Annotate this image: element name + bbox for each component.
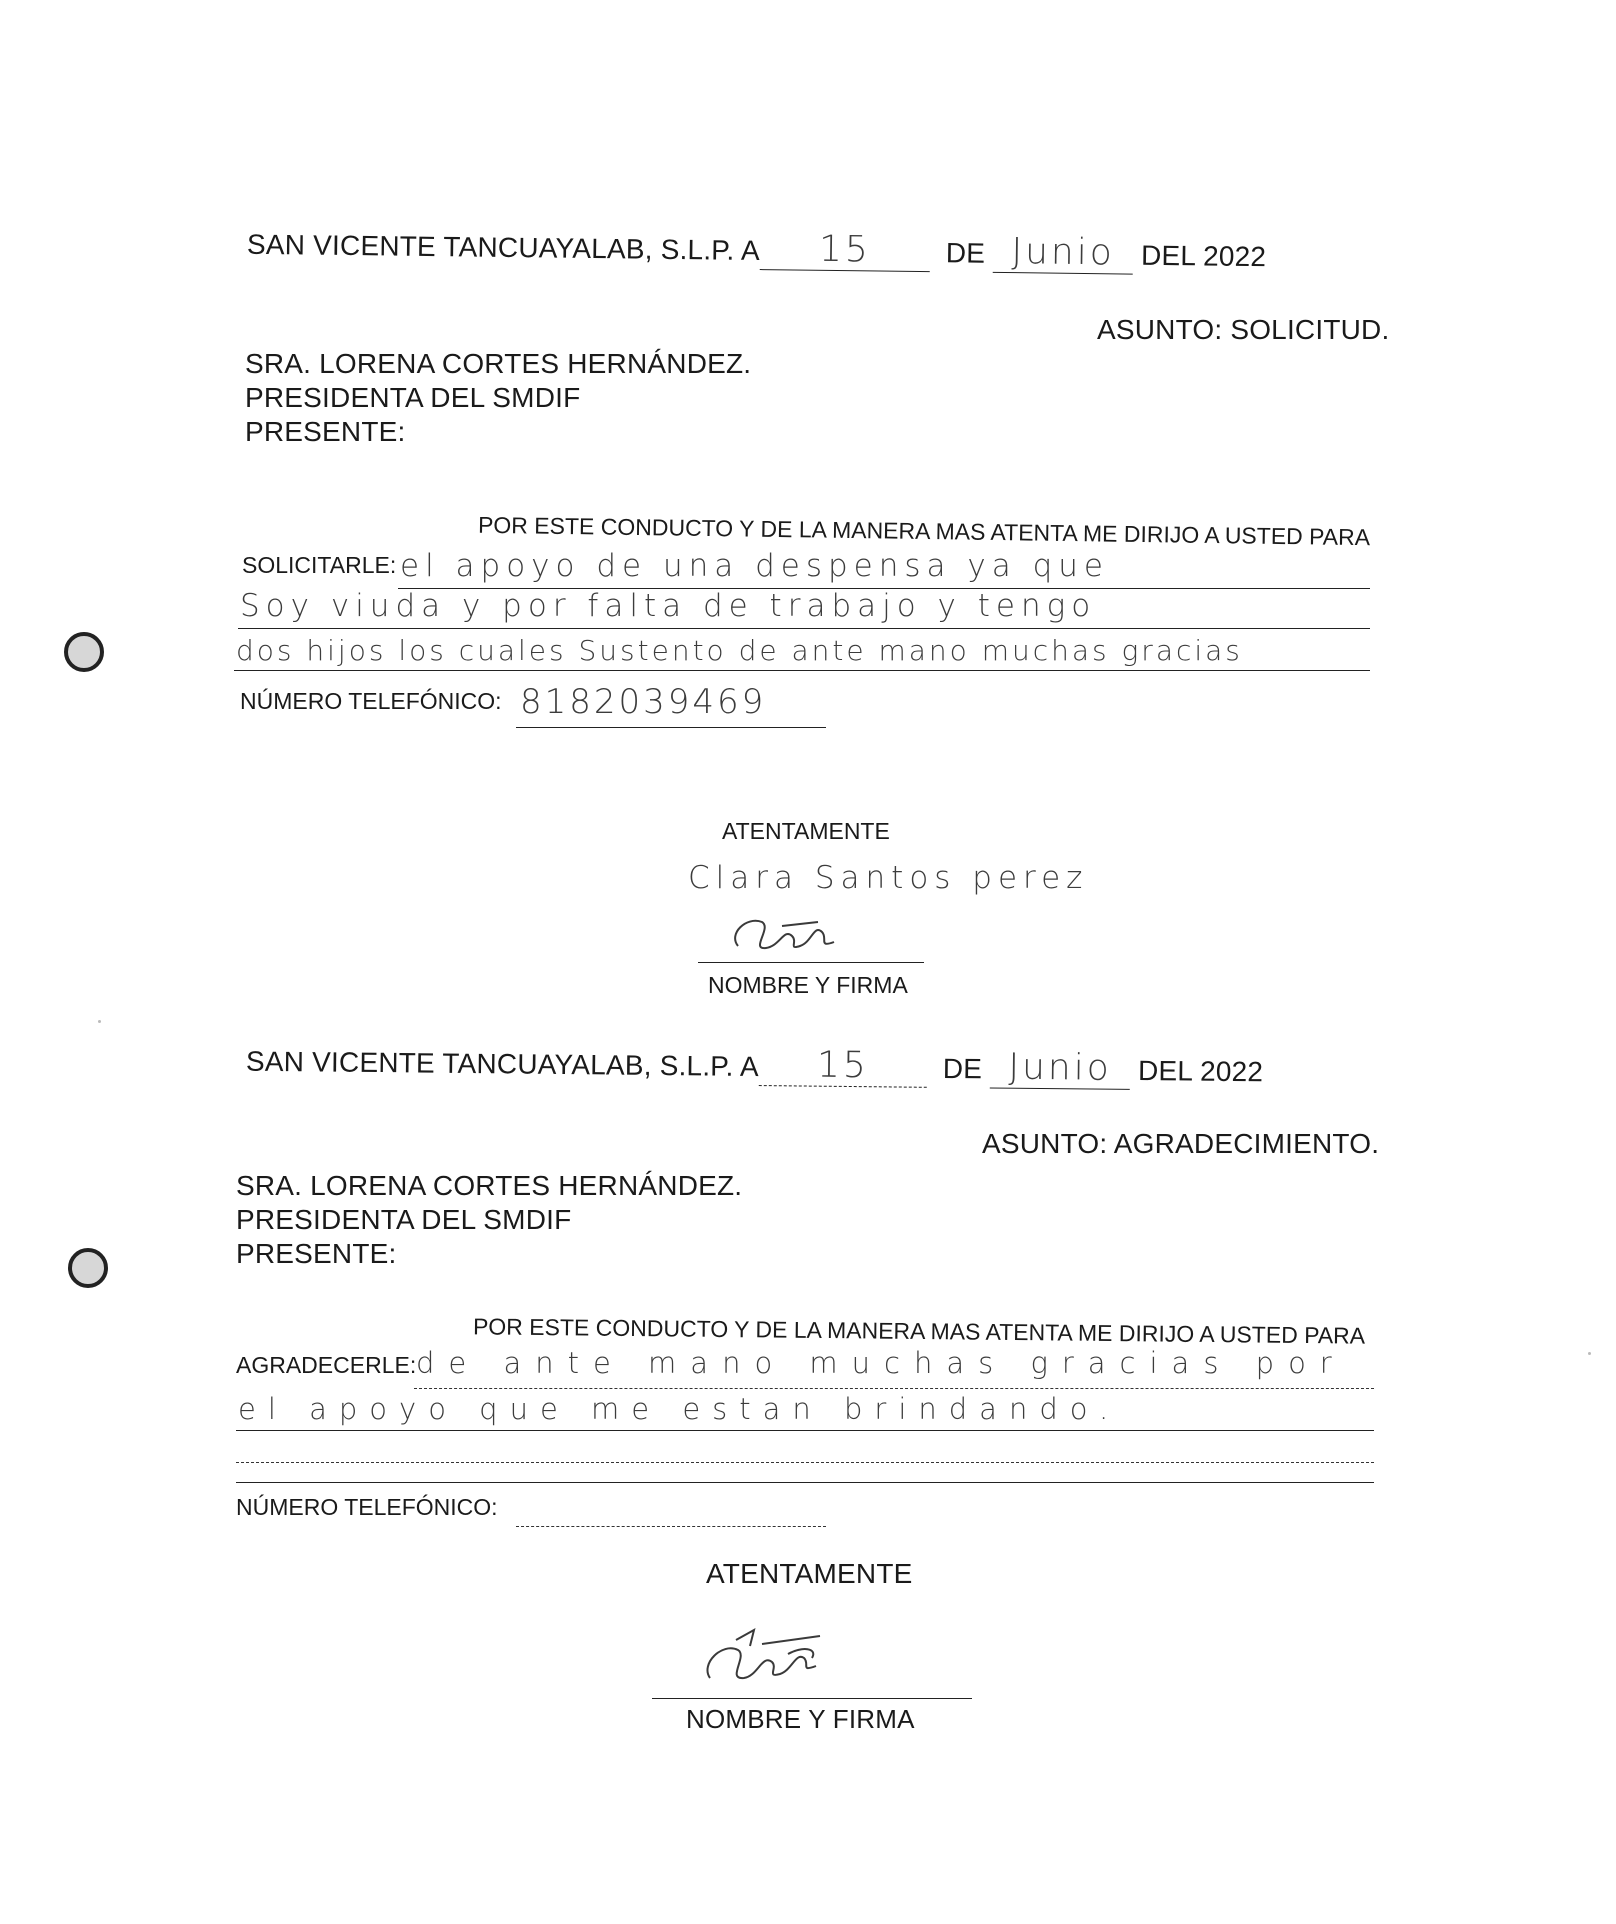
recipient-name-2: SRA. LORENA CORTES HERNÁNDEZ. [236, 1170, 743, 1201]
body-rule-2-3 [236, 1462, 1374, 1463]
handwritten-name: Clara Santos perez [688, 860, 1089, 896]
body-line-2: Soy viuda y por falta de trabajo y tengo [240, 588, 1097, 624]
signature-2 [692, 1624, 842, 1700]
body-rule-2-1 [414, 1388, 1374, 1389]
de-label: DE [945, 237, 986, 269]
intro-text: POR ESTE CONDUCTO Y DE LA MANERA MAS ATENTA ME DIRIJO A USTED PARA [477, 511, 1371, 551]
body-line-2-2: el apoyo que me estan brindando. [238, 1392, 1121, 1426]
body-line-3: dos hijos los cuales Sustento de ante mano muchas gracias [236, 634, 1243, 667]
year-label-2: DEL 2022 [1137, 1055, 1264, 1088]
phone-value: 8182039469 [520, 682, 767, 722]
punch-hole-bottom [68, 1248, 108, 1288]
recipient-title: PRESIDENTA DEL SMDIF [245, 382, 581, 413]
closing-2: ATENTAMENTE [706, 1558, 913, 1589]
date-line-2 [246, 1039, 1264, 1092]
de-label-2: DE [942, 1052, 983, 1085]
punch-hole-top [64, 632, 104, 672]
recipient-title-2: PRESIDENTA DEL SMDIF [236, 1204, 572, 1235]
place-prefix: SAN VICENTE TANCUAYALAB, S.L.P. A [246, 228, 761, 267]
place-prefix-2: SAN VICENTE TANCUAYALAB, S.L.P. A [245, 1045, 760, 1083]
recipient-name: SRA. LORENA CORTES HERNÁNDEZ. [245, 348, 752, 379]
signature-rule-1 [698, 962, 924, 963]
body-rule-3 [234, 670, 1370, 671]
presente-label-2: PRESENTE: [236, 1238, 397, 1269]
body-line-2-1: de ante mano muchas gracias por [416, 1346, 1346, 1380]
body-rule-2-4 [236, 1482, 1374, 1483]
signature-1 [722, 906, 862, 966]
body-line-1: el apoyo de una despensa ya que [400, 548, 1109, 584]
year-label: DEL 2022 [1140, 239, 1267, 273]
signature-label-1: NOMBRE Y FIRMA [708, 972, 908, 998]
scan-speck [98, 1020, 101, 1023]
lead-label-2: AGRADECERLE: [236, 1352, 417, 1378]
signature-rule-2 [652, 1698, 972, 1699]
lead-label: SOLICITARLE: [242, 552, 397, 578]
scan-speck [1588, 1352, 1591, 1355]
phone-rule [516, 727, 826, 728]
phone-label: NÚMERO TELEFÓNICO: [240, 688, 502, 714]
date-line [247, 222, 1267, 276]
closing: ATENTAMENTE [722, 818, 890, 844]
date-month-2: Junio [1008, 1046, 1112, 1089]
date-day-2: 15 [816, 1044, 869, 1087]
date-day: 15 [818, 228, 872, 271]
subject-2: ASUNTO: AGRADECIMIENTO. [982, 1128, 1380, 1159]
signature-label-2: NOMBRE Y FIRMA [686, 1704, 915, 1734]
subject: ASUNTO: SOLICITUD. [1097, 314, 1390, 345]
phone-rule-2 [516, 1526, 826, 1527]
body-rule-2-2 [236, 1430, 1374, 1431]
presente-label: PRESENTE: [245, 416, 406, 447]
phone-label-2: NÚMERO TELEFÓNICO: [236, 1494, 498, 1520]
intro-text-2: POR ESTE CONDUCTO Y DE LA MANERA MAS ATENTA ME DIRIJO A USTED PARA [472, 1313, 1366, 1349]
body-rule-2 [238, 628, 1370, 629]
date-month: Junio [1011, 231, 1115, 274]
